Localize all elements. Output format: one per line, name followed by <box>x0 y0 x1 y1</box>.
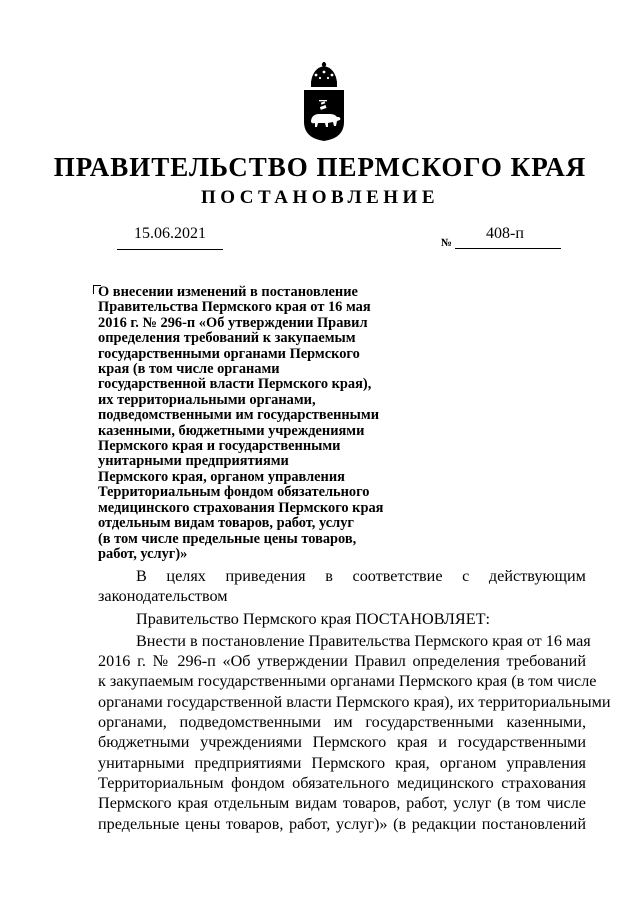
body-word: соответствие <box>352 567 443 585</box>
body-word: действующим <box>488 567 586 585</box>
body-paragraph-3-line: бюджетными учреждениями Пермского края и государственными <box>98 733 586 752</box>
subject-line: работ, услуг)» <box>98 545 188 562</box>
document-body <box>98 566 611 834</box>
number-underline <box>455 248 561 249</box>
body-paragraph-1-line-2: законодательством <box>98 587 228 606</box>
date-underline <box>117 246 223 250</box>
body-word: в <box>325 567 333 585</box>
body-paragraph-3-line: Пермского края отдельным видам товаров, работ, услуг (в том числе <box>98 794 586 813</box>
body-word: с <box>462 567 470 585</box>
body-paragraph-1-line-1 <box>98 566 586 586</box>
subject-line: Пермского края, органом управления <box>98 468 345 485</box>
subject-line: казенными, бюджетными учреждениями <box>98 422 365 439</box>
document-date: 15.06.2021 <box>134 225 206 242</box>
body-paragraph-3-line: 2016 г. № 296-п «Об утверждении Правил определения требований <box>98 652 586 671</box>
body-paragraph-3-line: предельные цены товаров, работ, услуг)» (в редакции постановлений <box>98 814 586 833</box>
document-date-field <box>117 225 223 250</box>
body-paragraph-3-line: унитарными предприятиями Пермского края, органом управления <box>98 753 586 772</box>
subject-line: края (в том числе органами <box>98 361 280 378</box>
body-paragraph-3-line: к закупаемым государственными органами Пермского края (в том числе <box>98 672 597 691</box>
body-paragraph-3-line: органами государственной власти Пермского края), их территориальными <box>98 692 611 711</box>
body-word: приведения <box>225 567 306 585</box>
body-word: целях <box>166 567 206 585</box>
number-sign: № <box>441 237 453 249</box>
subject-line: государственными органами Пермского <box>98 345 360 362</box>
subject-line: унитарными предприятиями <box>98 453 289 470</box>
subject-line: Территориальным фондом обязательного <box>98 484 370 501</box>
subject-line: Правительства Пермского края от 16 мая <box>98 299 371 316</box>
body-word: В <box>136 567 147 585</box>
crown-icon <box>311 62 337 87</box>
body-paragraph-2: Правительство Пермского края ПОСТАНОВЛЯЕТ: <box>136 609 490 628</box>
subject-line: О внесении изменений в постановление <box>98 284 358 300</box>
subject-line: медицинского страхования Пермского края <box>98 499 384 516</box>
government-name: ПРАВИТЕЛЬСТВО ПЕРМСКОГО КРАЯ <box>53 152 587 182</box>
subject-line: подведомственными им государственными <box>98 407 380 424</box>
subject-line: определения требований к закупаемым <box>98 330 356 347</box>
subject-line: государственной власти Пермского края), <box>98 376 372 393</box>
document-number: 408-п <box>486 225 524 242</box>
body-paragraph-3-line: органами, подведомственными им государственными казенными, <box>98 713 586 732</box>
subject-line: Пермского края и государственными <box>98 438 341 455</box>
subject-line: отдельным видам товаров, работ, услуг <box>98 515 354 532</box>
subject-line: 2016 г. № 296-п «Об утверждении Правил <box>98 314 368 331</box>
body-paragraph-3-line: Территориальным фондом обязательного медицинского страхования <box>98 773 586 792</box>
subject-line: их территориальными органами, <box>98 391 316 408</box>
subject-line: (в том числе предельные цены товаров, <box>98 530 357 547</box>
body-paragraph-3-line: Внести в постановление Правительства Пермского края от 16 мая <box>136 631 591 650</box>
document-type: ПОСТАНОВЛЕНИЕ <box>200 187 440 208</box>
coat-of-arms-icon <box>300 62 348 142</box>
document-subject <box>98 285 398 562</box>
